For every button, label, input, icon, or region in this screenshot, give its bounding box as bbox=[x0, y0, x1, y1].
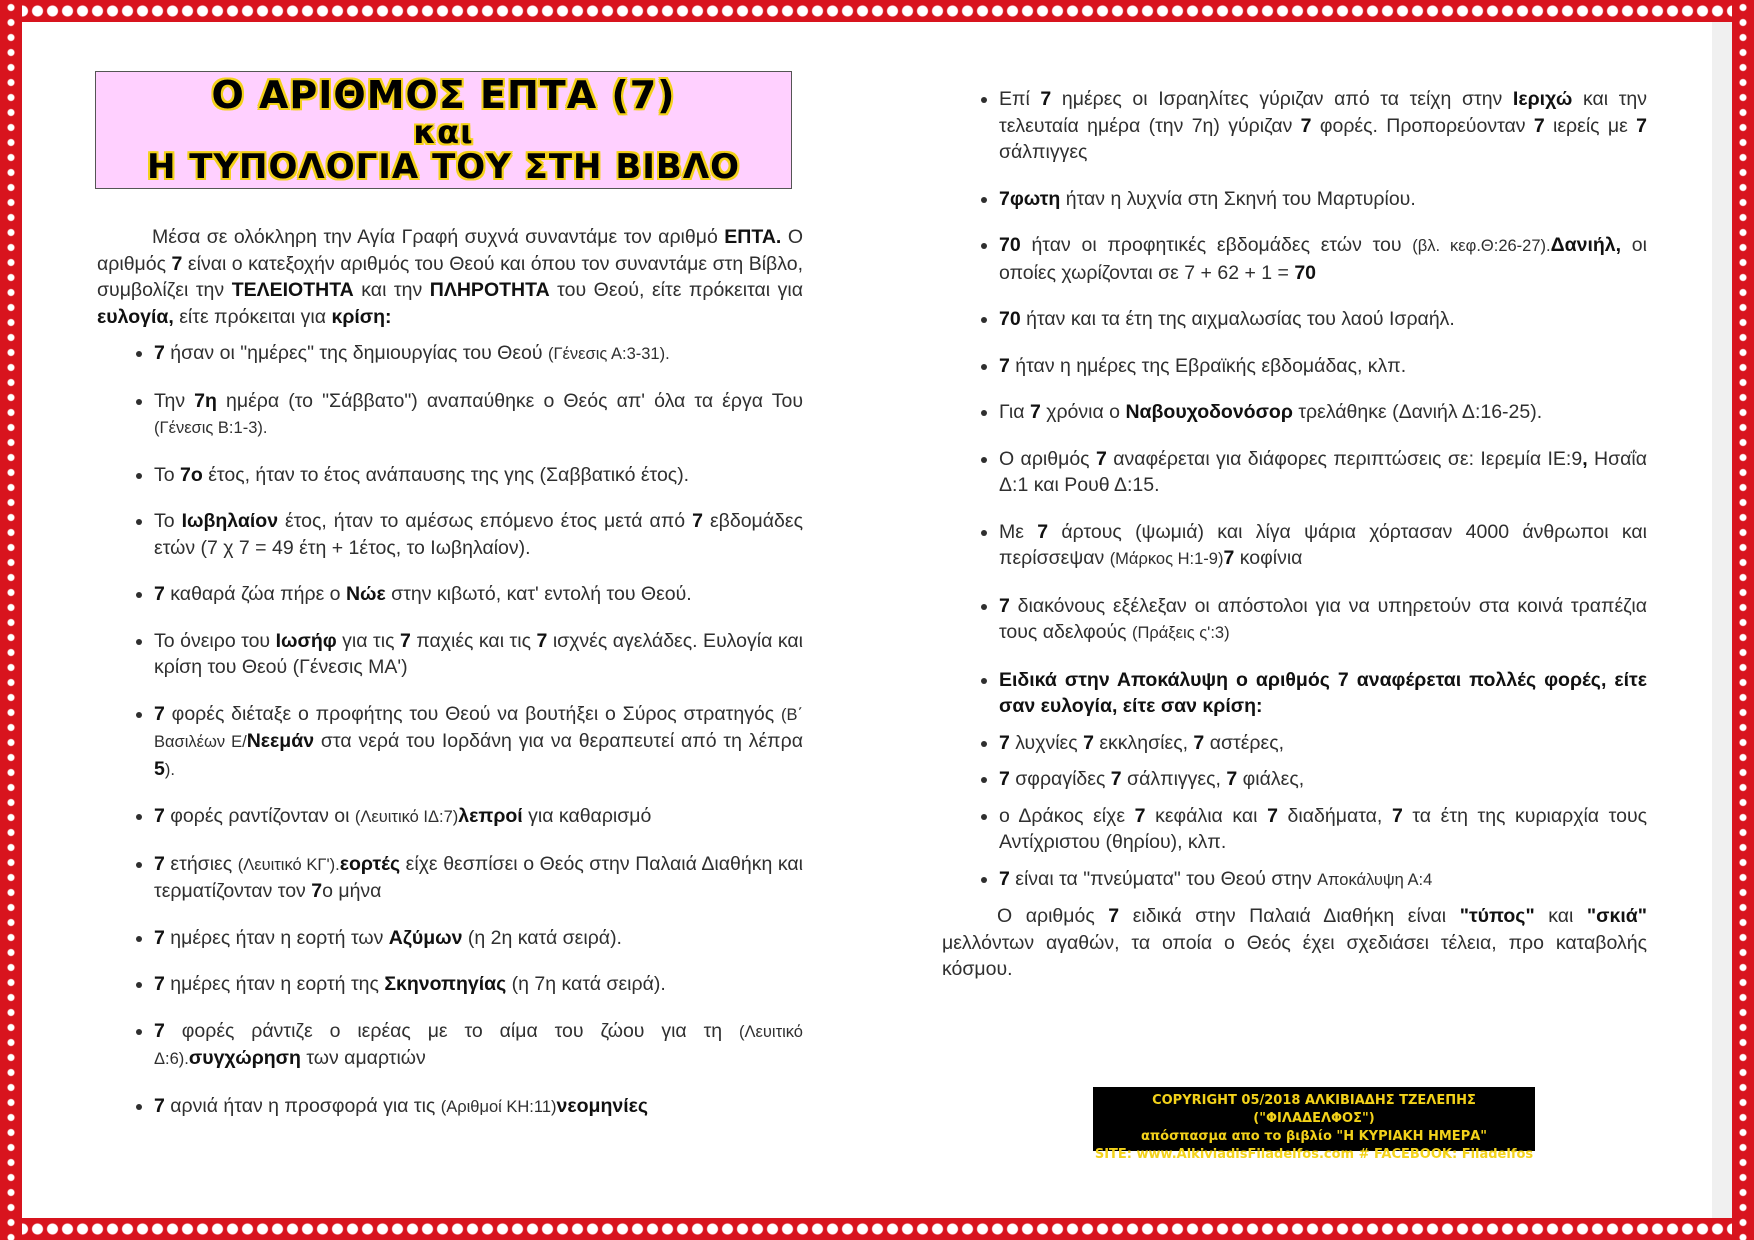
bold-run: 7 bbox=[1029, 401, 1041, 423]
text-run: στην κιβωτό, κατ' εντολή του Θεού. bbox=[385, 583, 692, 605]
bold-run: νεομηνίες bbox=[556, 1094, 649, 1117]
text-run: ο μήνα bbox=[322, 880, 382, 902]
bold-run: 7 bbox=[1391, 804, 1403, 827]
text-run: σφραγίδες bbox=[1009, 768, 1111, 790]
list-item bbox=[999, 519, 1647, 573]
text-run: φορές ραντίζονταν οι bbox=[164, 805, 355, 827]
bold-run: 7 bbox=[154, 1094, 165, 1117]
reference-run: (Β΄ Βασιλέων Ε/ bbox=[154, 705, 803, 751]
list-item bbox=[999, 667, 1647, 720]
list-item bbox=[999, 186, 1647, 213]
bold-run: 7 bbox=[999, 867, 1010, 890]
text-run: ήταν η λυχνία στη Σκηνή του Μαρτυρίου. bbox=[1060, 187, 1416, 210]
text-run: των αμαρτιών bbox=[300, 1047, 426, 1069]
bold-run: 7 bbox=[999, 594, 1010, 617]
text-run: ημέρες ήταν η εορτή των bbox=[164, 926, 389, 949]
text-run: Μέσα σε ολόκληρη την Αγία Γραφή συχνά συναντάμε τον αριθμό bbox=[152, 226, 725, 248]
bold-run: 7 bbox=[154, 1019, 165, 1042]
text-run: ετήσιες bbox=[164, 852, 238, 875]
list-item bbox=[154, 701, 803, 784]
list-item bbox=[999, 446, 1647, 499]
bold-run: 7 bbox=[1226, 768, 1238, 790]
text-run: για καθαρισμό bbox=[522, 805, 652, 827]
decorative-border-bottom bbox=[0, 1218, 1754, 1240]
list-item bbox=[999, 766, 1647, 793]
bold-run: 7 bbox=[1267, 804, 1278, 827]
text-run: σάλπιγγες bbox=[999, 141, 1088, 163]
text-run: Το bbox=[154, 510, 182, 532]
reference-run: (βλ. κεφ.Θ:26-27). bbox=[1412, 237, 1551, 255]
text-run: λυχνίες bbox=[1009, 731, 1084, 754]
reference-run: (Γένεσις Α:3-31). bbox=[547, 345, 670, 363]
right-column bbox=[942, 86, 1647, 983]
bold-run: 70 bbox=[1294, 261, 1317, 284]
bold-run: Αζύμων bbox=[388, 926, 463, 949]
reference-run: (Γένεσις Β:1-3). bbox=[154, 419, 268, 437]
text-run: εκκλησίες, bbox=[1093, 731, 1194, 754]
list-item bbox=[154, 340, 803, 368]
copyright-box bbox=[1093, 1087, 1535, 1162]
list-item bbox=[154, 1093, 803, 1121]
bold-run: Δανιήλ, bbox=[1550, 234, 1622, 256]
bold-run: 7 bbox=[999, 768, 1010, 790]
text-run: Ο αριθμός bbox=[997, 905, 1109, 927]
text-run: αναφέρεται για διάφορες περιπτώσεις σε: Ιερεμία ΙΕ:9 bbox=[1106, 447, 1583, 470]
bold-run: ευλογία, bbox=[97, 305, 174, 328]
reference-run: (Λευιτικό Δ:6). bbox=[154, 1022, 803, 1068]
list-item bbox=[154, 925, 803, 952]
bold-run: 7 bbox=[1083, 731, 1094, 754]
bold-run: Νεεμάν bbox=[246, 730, 315, 752]
bold-run: 7 bbox=[692, 510, 703, 532]
reference-run: ). bbox=[164, 760, 175, 779]
bold-run: λεπροί bbox=[458, 805, 523, 827]
text-run: είναι τα "πνεύματα" του Θεού στην bbox=[1009, 867, 1318, 890]
reference-run: Αποκάλυψη Α:4 bbox=[1317, 870, 1433, 889]
text-run: ειδικά στην Παλαιά Διαθήκη είναι bbox=[1119, 905, 1460, 927]
text-run: αρνιά ήταν η προσφορά για τις bbox=[164, 1094, 441, 1117]
list-item bbox=[154, 388, 803, 442]
text-run: ήταν η ημέρες της Εβραϊκής εβδομάδας, κλπ. bbox=[1009, 354, 1407, 377]
bold-run: 7 bbox=[1134, 804, 1146, 827]
bold-run: Σκηνοπηγίας bbox=[384, 973, 507, 995]
bold-run: 7 bbox=[154, 926, 165, 949]
list-item bbox=[154, 628, 803, 681]
list-item bbox=[154, 462, 803, 489]
bold-run: συγχώρηση bbox=[188, 1047, 301, 1069]
bold-run: Ιωβηλαίον bbox=[181, 510, 279, 532]
bold-run: 7η bbox=[194, 389, 217, 412]
list-item bbox=[154, 803, 803, 831]
list-item bbox=[999, 353, 1647, 380]
bold-run: 7 bbox=[171, 252, 183, 275]
list-item bbox=[999, 593, 1647, 647]
bold-run: 7 bbox=[1037, 520, 1049, 543]
left-column bbox=[97, 224, 803, 1140]
bold-run: 7φωτη bbox=[999, 187, 1061, 210]
list-item bbox=[154, 851, 803, 905]
bold-run: 7 bbox=[154, 583, 165, 605]
copyright-line-3: SITE: www.AlkiviadisFiladelfos.com # FACEBOOK: Filadelfos bbox=[1094, 1147, 1534, 1162]
text-run: άρτους (ψωμιά) και λίγα ψάρια χόρτασαν 4000 άνθρωποι και περίσσεψαν bbox=[999, 520, 1647, 569]
bold-run: 7 bbox=[311, 880, 323, 902]
list-item bbox=[154, 1018, 803, 1073]
bold-run: 7 bbox=[1040, 88, 1052, 110]
text-run: αστέρες, bbox=[1204, 731, 1285, 754]
text-run: ήταν οι προφητικές εβδομάδες ετών του bbox=[1020, 234, 1413, 256]
text-run: Την bbox=[154, 389, 195, 412]
text-run: ημέρες οι Ισραηλίτες γύριζαν από τα τείχη στην bbox=[1051, 88, 1513, 110]
list-item bbox=[999, 803, 1647, 856]
list-item bbox=[999, 866, 1647, 894]
bold-run: 7 bbox=[1636, 114, 1647, 137]
list-item bbox=[154, 508, 803, 561]
text-run: ήσαν οι "ημέρες" της δημιουργίας του Θεού bbox=[164, 342, 548, 364]
bold-run: 7ο bbox=[180, 463, 203, 486]
title-box bbox=[95, 71, 792, 189]
text-run: καθαρά ζώα πήρε ο bbox=[164, 583, 346, 605]
text-run: Με bbox=[999, 520, 1038, 543]
bold-run: Ναβουχοδονόσορ bbox=[1125, 401, 1293, 423]
text-run: Επί bbox=[999, 88, 1041, 110]
bold-run: 7 bbox=[1095, 447, 1107, 470]
text-run: Ησαΐα Δ:1 και Ρουθ Δ:15. bbox=[999, 447, 1647, 496]
text-run: ο Δράκος είχε bbox=[999, 804, 1135, 827]
text-run: εβδομάδες ετών (7 χ 7 = 49 έτη + 1έτος, το Ιωβηλαίον). bbox=[154, 510, 804, 559]
text-run: χρόνια ο bbox=[1040, 401, 1126, 423]
bold-run: ΤΕΛΕΙΟΤΗΤΑ bbox=[231, 279, 354, 301]
text-run: παχιές και τις bbox=[410, 629, 537, 652]
text-run: και την τελευταία ημέρα (την 7η) γύριζαν bbox=[999, 88, 1647, 137]
text-run: διακόνους εξέλεξαν οι απόστολοι για να υπηρετούν στα κοινά τραπέζια τους αδελφούς bbox=[999, 594, 1647, 643]
reference-run: (Λευιτικό ΚΓ'). bbox=[237, 855, 340, 874]
bold-run: 7 bbox=[999, 354, 1010, 377]
bold-run: "τύπος" bbox=[1459, 905, 1535, 927]
list-item bbox=[154, 971, 803, 998]
text-run: ημέρες ήταν η εορτή της bbox=[164, 973, 385, 995]
bold-run: 7 bbox=[399, 629, 411, 652]
decorative-border-top bbox=[0, 0, 1754, 22]
list-item bbox=[999, 306, 1647, 333]
bold-run: 7 bbox=[1300, 114, 1312, 137]
text-run: Για bbox=[999, 401, 1030, 423]
right-bullet-list bbox=[942, 86, 1647, 893]
outro-paragraph bbox=[942, 903, 1647, 983]
decorative-border-right bbox=[1732, 0, 1754, 1240]
text-run: στα νερά του Ιορδάνη για να θεραπευτεί από τη λέπρα bbox=[314, 730, 803, 752]
bold-run: 7 bbox=[154, 805, 165, 827]
bold-run: Ιεριχώ bbox=[1512, 88, 1573, 110]
bold-run: 7 bbox=[1108, 905, 1120, 927]
bold-run: 7 bbox=[154, 342, 165, 364]
bold-run: 7 bbox=[1223, 547, 1235, 569]
list-item bbox=[999, 86, 1647, 166]
text-run: και την bbox=[353, 279, 430, 301]
text-run: είτε πρόκειται για bbox=[173, 305, 332, 328]
reference-run: (Μάρκος Η:1-9) bbox=[1109, 550, 1224, 568]
bold-run: 70 bbox=[999, 308, 1021, 330]
bold-run: 7 bbox=[1533, 114, 1545, 137]
text-run: είχε θεσπίσει ο Θεός στην Παλαιά Διαθήκη και τερματίζονταν τον bbox=[154, 852, 803, 902]
bold-run: 7 bbox=[154, 973, 165, 995]
text-run: τρελάθηκε (Δανιήλ Δ:16-25). bbox=[1292, 401, 1543, 423]
text-run: οι οποίες χωρίζονται σε 7 + 62 + 1 = bbox=[999, 234, 1647, 284]
intro-paragraph bbox=[97, 224, 803, 330]
text-run: φορές ράντιζε ο ιερέας με το αίμα του ζώου για τη bbox=[164, 1019, 740, 1042]
left-bullet-list bbox=[97, 340, 803, 1120]
text-run: κοφίνια bbox=[1234, 547, 1303, 569]
bold-run: "σκιά" bbox=[1586, 905, 1648, 927]
text-run: έτος, ήταν το έτος ανάπαυσης της γης (Σαββατικό έτος). bbox=[202, 463, 690, 486]
bold-run: 70 bbox=[999, 234, 1021, 256]
bold-run: Ειδικά στην Αποκάλυψη ο αριθμός 7 αναφέρεται πολλές φορές, είτε σαν ευλογία, είτε σαν κρίση: bbox=[999, 668, 1647, 717]
text-run: και bbox=[1534, 905, 1587, 927]
text-run: (η 2η κατά σειρά). bbox=[462, 926, 622, 949]
text-run: μελλόντων αγαθών, τα οποία ο Θεός έχει σχεδιάσει τέλεια, προ καταβολής κόσμου. bbox=[942, 931, 1647, 980]
text-run: σάλπιγγες, bbox=[1121, 768, 1227, 790]
bold-run: 7 bbox=[154, 852, 165, 875]
text-run: είναι ο κατεξοχήν αριθμός του Θεού και όπου τον συναντάμε στη Βίβλο, συμβολίζει την bbox=[97, 252, 803, 301]
reference-run: (Λευιτικό ΙΔ:7) bbox=[354, 808, 459, 826]
title-line-1: Ο ΑΡΙΘΜΟΣ ΕΠΤΑ (7) bbox=[211, 73, 676, 117]
text-run: ισχνές αγελάδες. Ευλογία και κρίση του Θεού (Γένεσις ΜΑ') bbox=[154, 629, 803, 678]
bold-run: Ιωσήφ bbox=[275, 629, 337, 652]
text-run: διαδήματα, bbox=[1277, 804, 1392, 827]
bold-run: 7 bbox=[999, 731, 1010, 754]
page-edge-strip bbox=[1712, 22, 1732, 1218]
text-run: (η 7η κατά σειρά). bbox=[506, 973, 666, 995]
list-item bbox=[154, 581, 803, 608]
bold-run: εορτές bbox=[339, 852, 401, 875]
text-run: κεφάλια και bbox=[1145, 804, 1268, 827]
text-run: φορές διέταξε ο προφήτης του Θεού να βουτήξει ο Σύρος στρατηγός bbox=[164, 702, 781, 725]
bold-run: κρίση: bbox=[331, 305, 392, 328]
bold-run: 7 bbox=[1110, 768, 1122, 790]
text-run: Ο αριθμός bbox=[999, 447, 1096, 470]
text-run: φιάλες, bbox=[1237, 768, 1305, 790]
decorative-border-left bbox=[0, 0, 22, 1240]
list-item bbox=[999, 232, 1647, 286]
title-line-3: Η ΤΥΠΟΛΟΓΙΑ ΤΟΥ ΣΤΗ ΒΙΒΛΟ bbox=[146, 147, 741, 187]
text-run: ήταν και τα έτη της αιχμαλωσίας του λαού Ισραήλ. bbox=[1020, 308, 1455, 330]
text-run: τα έτη της κυριαρχία τους Αντίχριστου (θηρίου), κλπ. bbox=[999, 804, 1648, 853]
text-run: ημέρα (το "Σάββατο") αναπαύθηκε ο Θεός απ' όλα τα έργα Του bbox=[216, 389, 803, 412]
reference-run: (Αριθμοί ΚΗ:11) bbox=[440, 1097, 557, 1116]
bold-run: 7 bbox=[1193, 731, 1205, 754]
copyright-line-2: απόσπασμα απο το βιβλίο "Η ΚΥΡΙΑΚΗ ΗΜΕΡΑ" bbox=[1140, 1129, 1488, 1144]
text-run: έτος, ήταν το αμέσως επόμενο έτος μετά από bbox=[278, 510, 693, 532]
reference-run: (Πράξεις ς':3) bbox=[1131, 624, 1230, 642]
bold-run: 5 bbox=[154, 757, 165, 780]
title-line-2: και bbox=[413, 113, 474, 151]
copyright-line-1: COPYRIGHT 05/2018 ΑΛΚΙΒΙΑΔΗΣ ΤΖΕΛΕΠΗΣ ("ΦΙΛΑΔΕΛΦΟΣ") bbox=[1152, 1093, 1476, 1126]
text-run: Ο αριθμός bbox=[97, 226, 803, 275]
text-run: ιερείς με bbox=[1544, 114, 1637, 137]
text-run: Το όνειρο του bbox=[154, 629, 276, 652]
list-item bbox=[999, 730, 1647, 757]
list-item bbox=[999, 399, 1647, 426]
bold-run: Νώε bbox=[345, 583, 386, 605]
text-run: του Θεού, είτε πρόκειται για bbox=[549, 279, 803, 301]
text-run: για τις bbox=[336, 629, 400, 652]
text-run: φορές. Προπορεύονταν bbox=[1311, 114, 1534, 137]
bold-run: , bbox=[1582, 447, 1588, 470]
bold-run: ΕΠΤΑ. bbox=[724, 226, 782, 248]
bold-run: 7 bbox=[154, 702, 165, 725]
bold-run: 7 bbox=[536, 629, 548, 652]
bold-run: ΠΛΗΡΟΤΗΤΑ bbox=[429, 279, 550, 301]
text-run: Το bbox=[154, 463, 181, 486]
